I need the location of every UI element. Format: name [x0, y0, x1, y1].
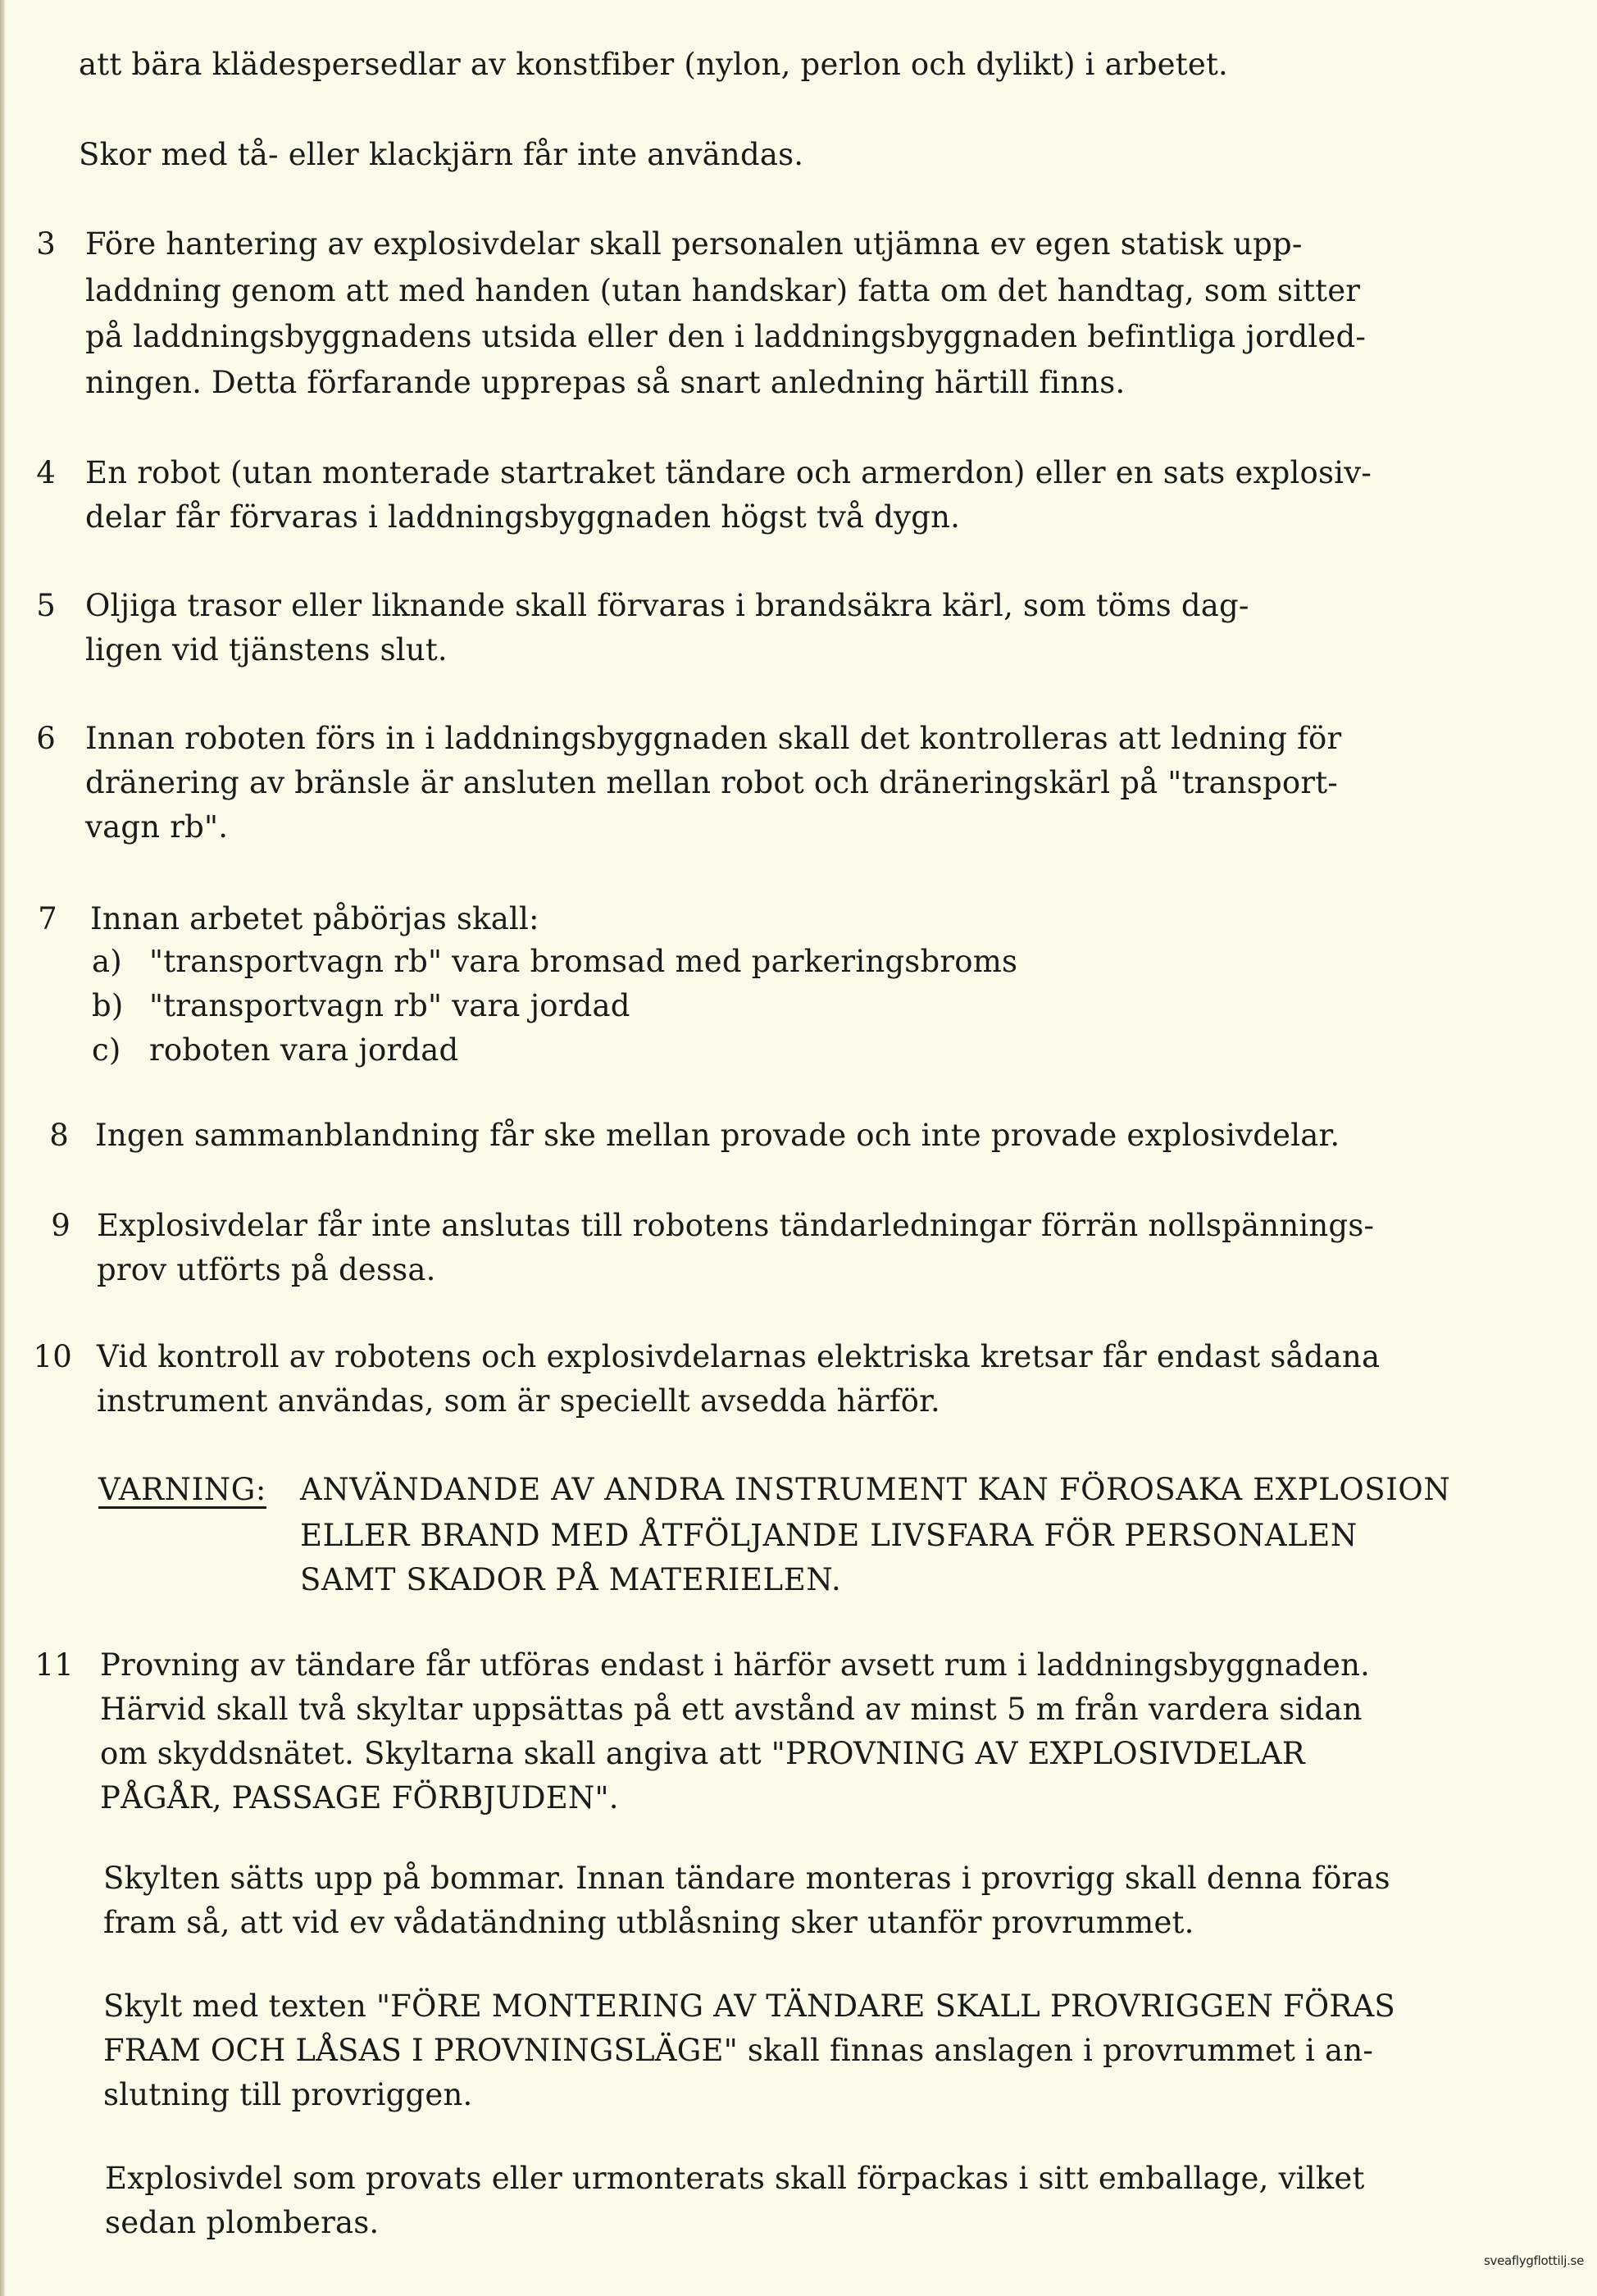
intro-line-1: att bära klädespersedlar av konstfiber (nylon, perlon och dylikt) i arbetet.	[79, 47, 1228, 82]
sub-item-label: b)	[92, 988, 124, 1023]
paragraph-line: Skylt med texten "FÖRE MONTERING AV TÄNDARE SKALL PROVRIGGEN FÖRAS	[103, 1988, 1395, 2024]
item-number: 10	[33, 1339, 72, 1374]
paragraph-line: slutning till provriggen.	[103, 2077, 473, 2112]
item-text-line: ligen vid tjänstens slut.	[85, 632, 448, 667]
item-text-line: ningen. Detta förfarande upprepas så snart anledning härtill finns.	[85, 365, 1126, 400]
item-number: 8	[49, 1118, 69, 1153]
item-number: 5	[36, 588, 56, 623]
item-text-line: delar får förvaras i laddningsbyggnaden högst två dygn.	[85, 499, 961, 535]
item-text-line: Före hantering av explosivdelar skall personalen utjämna ev egen statisk upp-	[85, 226, 1303, 262]
sub-item-label: a)	[92, 944, 122, 979]
paragraph-line: Explosivdel som provats eller urmonterats skall förpackas i sitt emballage, vilket	[105, 2161, 1365, 2196]
item-text-line: Provning av tändare får utföras endast i härför avsett rum i laddningsbyggnaden.	[100, 1647, 1371, 1683]
item-number: 6	[36, 721, 56, 756]
item-text-line: Innan roboten förs in i laddningsbyggnaden skall det kontrolleras att ledning för	[85, 721, 1342, 756]
item-number: 3	[36, 226, 56, 262]
item-text-line: Vid kontroll av robotens och explosivdelarnas elektriska kretsar får endast sådana	[97, 1339, 1381, 1374]
item-number: 7	[38, 901, 57, 936]
warning-text-line: SAMT SKADOR PÅ MATERIELEN.	[300, 1562, 842, 1597]
item-text-line: vagn rb".	[85, 809, 229, 845]
sub-item-text: roboten vara jordad	[149, 1032, 459, 1068]
warning-text-line: ELLER BRAND MED ÅTFÖLJANDE LIVSFARA FÖR PERSONALEN	[300, 1518, 1358, 1553]
item-text-line: Oljiga trasor eller liknande skall förvaras i brandsäkra kärl, som töms dag-	[85, 588, 1249, 623]
item-number: 11	[34, 1647, 74, 1683]
item-text-line: om skyddsnätet. Skyltarna skall angiva att "PROVNING AV EXPLOSIVDELAR	[100, 1736, 1305, 1771]
item-number: 9	[51, 1208, 71, 1243]
paragraph-line: fram så, att vid ev vådatändning utblåsning sker utanför provrummet.	[103, 1905, 1194, 1940]
item-text-line: En robot (utan monterade startraket tändare och armerdon) eller en sats explosiv-	[85, 455, 1372, 490]
item-text-line: på laddningsbyggnadens utsida eller den i laddningsbyggnaden befintliga jordled-	[85, 319, 1367, 354]
item-text-line: Ingen sammanblandning får ske mellan provade och inte provade explosivdelar.	[95, 1118, 1340, 1153]
sub-item-label: c)	[92, 1032, 121, 1068]
item-text-line: laddning genom att med handen (utan handskar) fatta om det handtag, som sitter	[85, 273, 1361, 308]
sub-item-text: "transportvagn rb" vara bromsad med parkeringsbroms	[149, 944, 1018, 979]
sub-item-text: "transportvagn rb" vara jordad	[149, 988, 630, 1023]
paragraph-line: FRAM OCH LÅSAS I PROVNINGSLÄGE" skall finnas anslagen i provrummet i an-	[103, 2033, 1374, 2068]
warning-text-line: ANVÄNDANDE AV ANDRA INSTRUMENT KAN FÖROSAKA EXPLOSION	[300, 1472, 1451, 1507]
item-text-line: Härvid skall två skyltar uppsättas på ett avstånd av minst 5 m från vardera sidan	[100, 1692, 1363, 1727]
item-text-line: prov utförts på dessa.	[97, 1252, 436, 1287]
item-text-line: PÅGÅR, PASSAGE FÖRBJUDEN".	[100, 1780, 619, 1815]
item-text-line: instrument användas, som är speciellt avsedda härför.	[97, 1383, 940, 1419]
watermark: sveaflygflottilj.se	[1484, 2253, 1584, 2268]
paragraph-line: sedan plomberas.	[105, 2205, 380, 2240]
item-number: 4	[36, 455, 56, 490]
paragraph-line: Skylten sätts upp på bommar. Innan tändare monteras i provrigg skall denna föras	[103, 1861, 1390, 1896]
item-text-line: Explosivdelar får inte anslutas till robotens tändarledningar förrän nollspännings-	[97, 1208, 1375, 1243]
intro-line-2: Skor med tå- eller klackjärn får inte användas.	[79, 137, 804, 172]
warning-label: VARNING:	[98, 1472, 266, 1507]
item-text-line: dränering av bränsle är ansluten mellan robot och dräneringskärl på "transport-	[85, 765, 1338, 800]
item-text-line: Innan arbetet påbörjas skall:	[90, 901, 539, 936]
